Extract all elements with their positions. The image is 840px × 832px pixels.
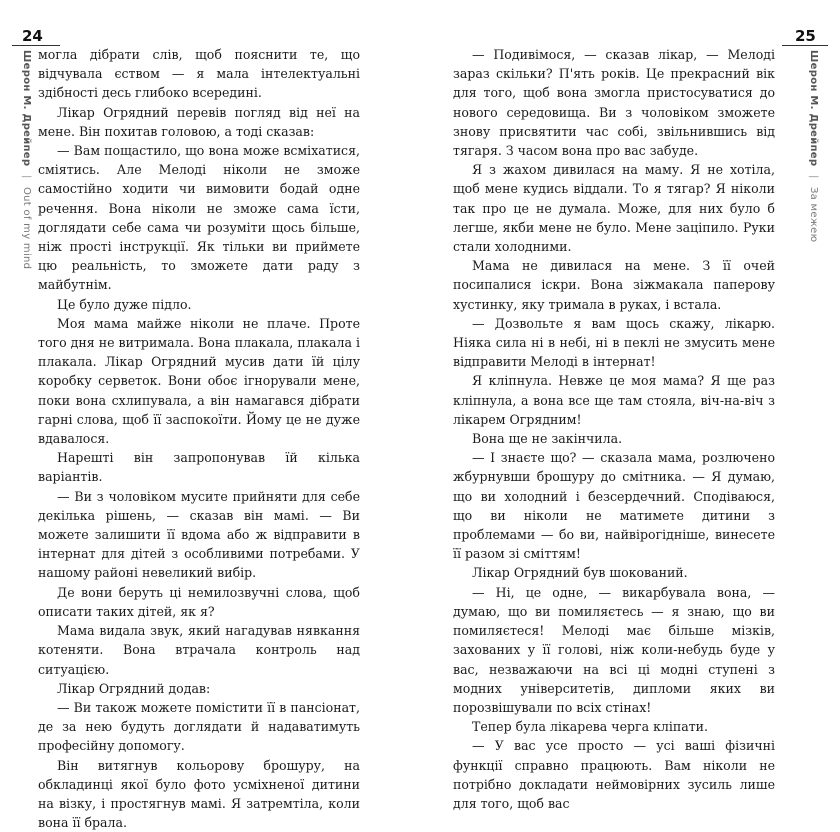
page-number-left: 24	[22, 27, 43, 45]
paragraph: Моя мама майже ніколи не плаче. Проте того дня не витримала. Вона плакала, плакала і плакала. Лікар Огрядний мусив дати їй цілу коробку серветок. Вони обоє ігнорували мене, поки вона схлипувала, а він намагався дібрати гарні слова, щоб її заспокоїти. Йому це не дуже вдавалося.	[38, 315, 360, 447]
paragraph: Тепер була лікарева черга кліпати.	[472, 719, 709, 735]
paragraph: Мама видала звук, який нагадував нявкання котеняти. Вона втрачала контроль над ситуацією.	[38, 623, 360, 677]
running-head-separator: |	[21, 174, 32, 179]
running-head-title: За межею	[808, 186, 819, 243]
paragraph: — Ні, це одне, — викарбувала вона, — думаю, що ви помиляєтесь — я знаю, що ви помиляєтеся! Мелоді має більше мізків, захованих у її голові, ніж коли-небудь буде у вас, незважаючи на всі ці модні ступені з модних університетів, дипломи яких ви порозвішували по всіх стінах!	[453, 584, 775, 715]
paragraph: Мама не дивилася на мене. З її очей посипалися іскри. Вона зіжмакала паперову хустинку, яку тримала в руках, і встала.	[453, 258, 775, 312]
running-head-author: Шерон М. Дрейпер	[808, 50, 819, 167]
header-rule-right	[782, 45, 828, 46]
paragraph: Лікар Огрядний перевів погляд від неї на мене. Він похитав головою, а тоді сказав:	[38, 104, 360, 139]
paragraph: Вона ще не закінчила.	[472, 431, 623, 447]
paragraph: Це було дуже підло.	[57, 296, 192, 312]
paragraph: Я з жахом дивилася на маму. Я не хотіла, щоб мене кудись віддали. То я тягар? Я ніколи так про це не думала. Може, для них було б легше, якби мене не було. Мене заціпило. Руки стали холодними.	[453, 162, 775, 255]
running-head-left	[16, 50, 32, 300]
paragraph: Він витягнув кольорову брошуру, на обкладинці якої було фото усміхненої дитини на візку, і простягнув мамі. Я затремтіла, коли вона її брала.	[38, 757, 360, 831]
paragraph: — І знаєте що? — сказала мама, розлючено жбурнувши брошуру до смітника. — Я думаю, що ви холодний і безсердечний. Сподіваюся, що ви ніколи не матимете дитини з проблемами — бо ви, найвірогідніше, винесете її разом зі сміттям!	[453, 450, 775, 562]
running-head-title: Out of my mind	[21, 186, 32, 270]
paragraph: Лікар Огрядний був шокований.	[472, 565, 688, 581]
paragraph: Де вони беруть ці немилозвучні слова, щоб описати таких дітей, як я?	[38, 584, 360, 619]
paragraph: Лікар Огрядний додав:	[57, 680, 211, 696]
paragraph: могла дібрати слів, щоб пояснити те, що відчувала єством — я мала інтелектуальні здібності десь глибоко всередині.	[38, 47, 360, 101]
paragraph: — Ви з чоловіком мусите прийняти для себе декілька рішень, — сказав він мамі. — Ви можете залишити її вдома або ж відправити в інтернат для дітей з особливими потребами. У нашому районі невеликий вибір.	[38, 488, 360, 581]
right-page-text	[453, 45, 775, 813]
page-number-right: 25	[795, 27, 816, 45]
paragraph: Нарешті він запропонував їй кілька варіантів.	[38, 450, 360, 485]
paragraph: — Ви також можете помістити її в пансіонат, де за нею будуть доглядати й надаватимуть професійну допомогу.	[38, 699, 360, 754]
running-head-separator: |	[808, 174, 819, 179]
paragraph: — Дозвольте я вам щось скажу, лікарю. Ніяка сила ні в небі, ні в пеклі не змусить мене відправити Мелоді в інтернат!	[453, 315, 775, 370]
running-head-author: Шерон М. Дрейпер	[21, 50, 32, 167]
paragraph: — Вам пощастило, що вона може всміхатися, сміятись. Але Мелоді ніколи не зможе самостійно ходити чи вимовити бодай одне речення. Вона ніколи не зможе сама їсти, доглядати себе сама чи розуміти щось більше, ніж прості інструкції. Як тільки ви приймете цю реальність, то зможете дати раду з майбутнім.	[38, 143, 360, 293]
running-head-right	[803, 50, 819, 300]
left-page-text	[38, 45, 360, 832]
paragraph: — У вас усе просто — усі ваші фізичні функції справно працюють. Вам ніколи не потрібно докладати неймовірних зусиль лише для того, щоб вас	[453, 738, 775, 811]
paragraph: — Подивімося, — сказав лікар, — Мелоді зараз скільки? П'ять років. Це прекрасний вік для того, щоб вона змогла пристосуватися до нового середовища. Ви з чоловіком зможете знову присвятити час собі, звільнившись від тягаря. З часом вона про вас забуде.	[453, 47, 775, 159]
paragraph: Я кліпнула. Невже це моя мама? Я ще раз кліпнула, а вона все ще там стояла, віч-на-віч з лікарем Огрядним!	[453, 373, 775, 427]
